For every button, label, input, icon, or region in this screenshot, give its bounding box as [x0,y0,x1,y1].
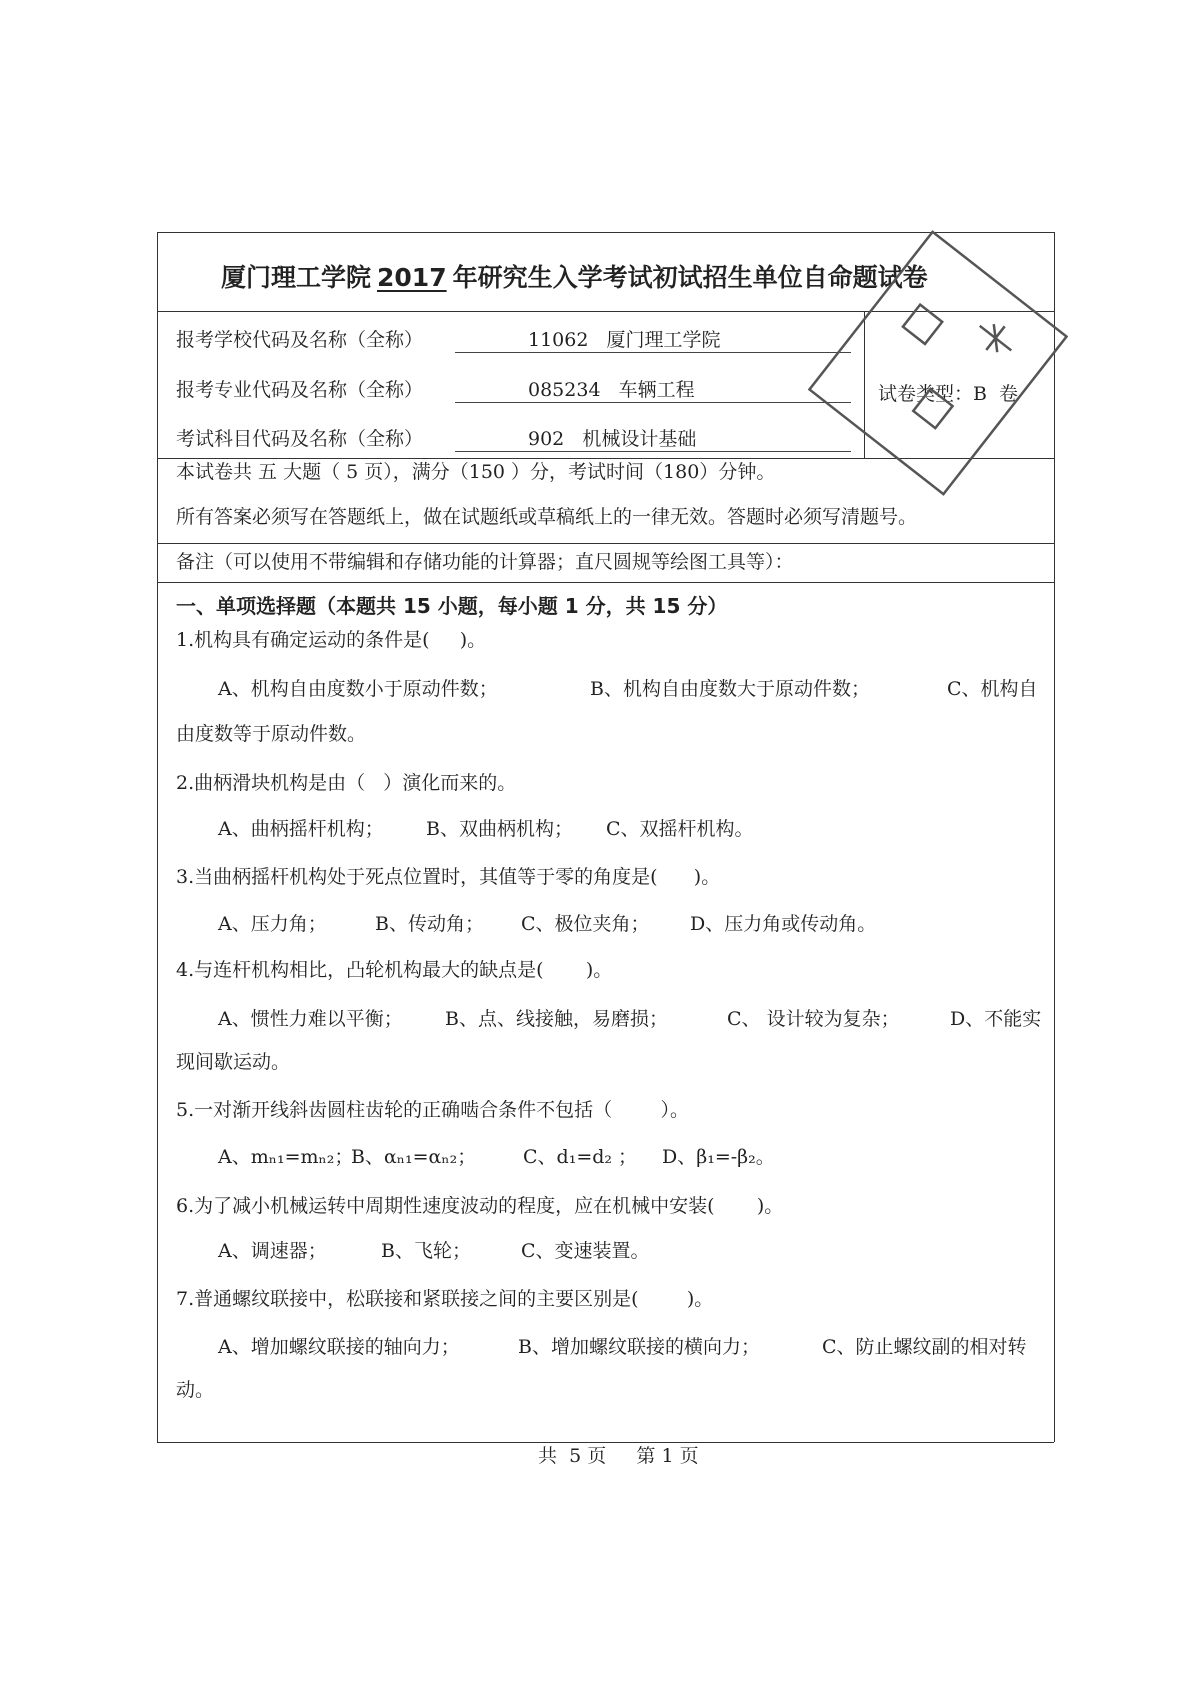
note: 备注（可以使用不带编辑和存储功能的计算器；直尺圆规等绘图工具等）： [176,551,794,573]
option: B、传动角； [375,913,484,935]
field-major-label: 报考专业代码及名称（全称） [176,379,424,401]
field-school-underline [455,352,851,353]
option-continuation: 动。 [176,1379,215,1401]
paper-type: 试卷类型：B 卷 [878,383,1019,405]
option: C、 设计较为复杂； [727,1008,900,1030]
frame-left [157,232,158,1442]
title-year: 2017 [377,263,447,292]
option: C、变速装置。 [521,1240,650,1262]
option: C、双摇杆机构。 [606,818,754,840]
question-stem: 5.一对渐开线斜齿圆柱齿轮的正确啮合条件不包括（ ）。 [176,1099,689,1121]
field-subject-underline [455,451,851,452]
option: A、惯性力难以平衡； [218,1008,403,1030]
field-subject-value: 902 机械设计基础 [528,428,697,450]
question-stem: 1.机构具有确定运动的条件是( )。 [176,629,487,651]
option: B、机构自由度数大于原动件数； [590,678,870,700]
note-separator [157,582,1054,583]
section-heading: 一、单项选择题（本题共 15 小题，每小题 1 分，共 15 分） [176,594,728,618]
option: A、机构自由度数小于原动件数； [218,678,498,700]
option: B、点、线接触，易磨损； [445,1008,668,1030]
title-school: 厦门理工学院 [221,263,372,292]
option: C、极位夹角； [521,913,650,935]
question-stem: 2.曲柄滑块机构是由（ ）演化而来的。 [176,772,517,794]
option: C、防止螺纹副的相对转 [822,1336,1027,1358]
exam-info: 本试卷共 五 大题（ 5 页），满分（150 ）分，考试时间（180）分钟。 [176,461,776,483]
option: A、mₙ₁=mₙ₂； [218,1146,354,1168]
option: B、增加螺纹联接的横向力； [518,1336,760,1358]
page-footer: 共 5 页 第 1 页 [538,1445,699,1467]
question-stem: 4.与连杆机构相比，凸轮机构最大的缺点是( )。 [176,959,613,981]
option: C、机构自 [947,678,1038,700]
question-stem: 7.普通螺纹联接中，松联接和紧联接之间的主要区别是( )。 [176,1288,714,1310]
stamp-seal [808,218,1068,508]
field-subject-label: 考试科目代码及名称（全称） [176,428,424,450]
option: D、压力角或传动角。 [690,913,877,935]
field-school-label: 报考学校代码及名称（全称） [176,329,424,351]
field-major-underline [455,402,851,403]
option: B、双曲柄机构； [426,818,573,840]
option: A、增加螺纹联接的轴向力； [218,1336,460,1358]
option: B、αₙ₁=αₙ₂； [351,1146,477,1168]
question-stem: 3.当曲柄摇杆机构处于死点位置时，其值等于零的角度是( )。 [176,866,721,888]
option: A、调速器； [218,1240,327,1262]
field-major-value: 085234 车辆工程 [528,379,695,401]
frame-bottom [157,1442,1054,1443]
title-rest: 年研究生入学考试初试招生单位自命题试卷 [452,263,928,292]
option: D、不能实 [950,1008,1042,1030]
option: C、d₁=d₂ ； [523,1146,638,1168]
option-continuation: 由度数等于原动件数。 [176,723,367,745]
question-stem: 6.为了减小机械运转中周期性速度波动的程度，应在机械中安装( )。 [176,1195,784,1217]
option: D、β₁=-β₂。 [662,1146,775,1168]
answer-instruction: 所有答案必须写在答题纸上，做在试题纸或草稿纸上的一律无效。答题时必须写清题号。 [176,506,918,528]
option: B、飞轮； [381,1240,471,1262]
option-continuation: 现间歇运动。 [176,1051,291,1073]
field-school-value: 11062 厦门理工学院 [528,329,721,351]
option: A、曲柄摇杆机构； [218,818,384,840]
info-separator [157,543,1054,544]
option: A、压力角； [218,913,327,935]
